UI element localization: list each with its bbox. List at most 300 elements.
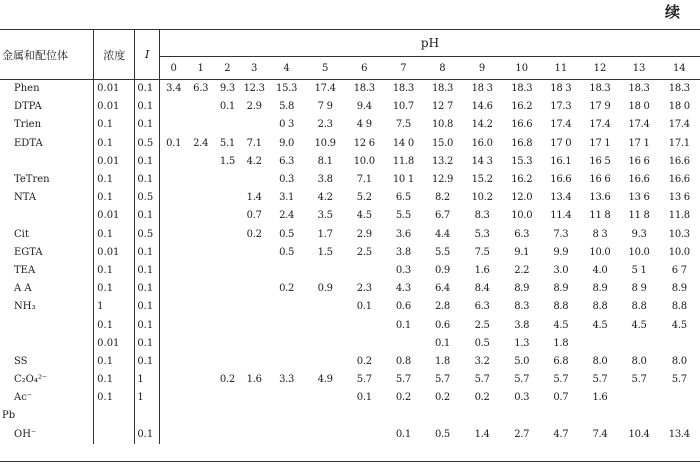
ph-value-cell: 10.0 [628, 246, 650, 258]
ph-header-7: 7 [384, 57, 423, 80]
ph-value-cell: 3.6 [395, 228, 411, 240]
table-row [0, 353, 700, 371]
ph-value-cell [659, 335, 700, 353]
ph-value-cell: 17 9 [589, 101, 611, 113]
row-name: SS [0, 353, 94, 371]
ph-value-cell: 4.0 [592, 264, 608, 276]
ph-value-cell: 4.5 [553, 319, 569, 331]
table-bottom-rule [0, 461, 700, 462]
ph-value-cell: 11 8 [589, 210, 611, 222]
row-concentration: 0.1 [94, 262, 135, 280]
ph-value-cell [241, 407, 268, 425]
ph-value-cell: 18.3 [628, 83, 650, 95]
table-row [0, 153, 700, 171]
ph-value-cell [268, 335, 306, 353]
ph-value-cell: 4.2 [246, 155, 262, 167]
ph-value-cell [345, 262, 384, 280]
ph-value-cell: 8.9 [671, 283, 687, 295]
ph-value-cell: 0.2 [474, 392, 490, 404]
row-concentration: 0.1 [94, 316, 135, 334]
ph-value-cell: 0.9 [434, 264, 450, 276]
ph-value-cell [241, 116, 268, 134]
ph-value-cell: 2.4 [279, 210, 295, 222]
ph-value-cell: 2.9 [356, 228, 372, 240]
ph-value-cell [268, 353, 306, 371]
ph-value-cell: 0.3 [395, 264, 411, 276]
row-concentration: 0.1 [94, 389, 135, 407]
ph-header-4: 4 [268, 57, 306, 80]
ph-value-cell: 5.2 [356, 192, 372, 204]
ph-value-cell: 8.9 [514, 283, 530, 295]
ph-value-cell [214, 116, 241, 134]
ph-value-cell: 11.8 [668, 210, 690, 222]
ph-value-cell: 2.5 [474, 319, 490, 331]
ph-value-cell: 8.9 [592, 283, 608, 295]
continued-label: 续 [664, 3, 680, 21]
table-row [0, 426, 700, 444]
ph-value-cell: 6.3 [474, 301, 490, 313]
ph-value-cell [306, 389, 345, 407]
ph-value-cell: 0.2 [246, 228, 262, 240]
ph-value-cell [345, 426, 384, 444]
ph-value-cell: 10.0 [589, 246, 611, 258]
ph-value-cell: 8.0 [671, 355, 687, 367]
ph-value-cell: 5.5 [434, 246, 450, 258]
ph-value-cell: 2.8 [434, 301, 450, 313]
ph-value-cell: 8.8 [631, 301, 647, 313]
ph-value-cell [214, 262, 241, 280]
ph-value-cell: 5.3 [474, 228, 490, 240]
ph-value-cell: 9.9 [553, 246, 569, 258]
table-row [0, 116, 700, 134]
row-ionic-strength: 1 [135, 371, 160, 389]
ph-value-cell: 8.8 [592, 301, 608, 313]
ph-value-cell: 13.2 [431, 155, 454, 167]
ph-value-cell: 3.2 [474, 355, 490, 367]
ph-value-cell [423, 407, 462, 425]
ph-value-cell: 15.3 [276, 83, 298, 95]
ph-value-cell: 11.4 [550, 210, 572, 222]
ph-value-cell: 9.3 [219, 83, 235, 95]
stability-constant-table [0, 30, 700, 444]
ph-value-cell: 0.2 [279, 283, 295, 295]
ph-value-cell: 16.6 [511, 119, 533, 131]
ph-value-cell [160, 98, 188, 116]
ph-value-cell: 9.3 [631, 228, 647, 240]
table-row [0, 98, 700, 116]
ph-value-cell [160, 171, 188, 189]
ph-value-cell [187, 407, 214, 425]
ph-value-cell: 0.2 [219, 374, 235, 386]
row-ionic-strength: 0.1 [135, 280, 160, 298]
row-name [0, 316, 94, 334]
ph-value-cell [241, 298, 268, 316]
row-concentration: 0.1 [94, 189, 135, 207]
row-concentration: 0.1 [94, 135, 135, 153]
ph-value-cell: 2.9 [246, 101, 262, 113]
ph-value-cell: 13.4 [668, 428, 690, 440]
table-row [0, 316, 700, 334]
table-row [0, 371, 700, 389]
ph-value-cell: 6.4 [434, 283, 450, 295]
ph-value-cell [160, 335, 188, 353]
ph-value-cell: 1.5 [317, 246, 333, 258]
ph-value-cell: 0.7 [246, 210, 262, 222]
row-concentration: 1 [94, 298, 135, 316]
ph-value-cell: 5.8 [279, 101, 295, 113]
table-row [0, 389, 700, 407]
ph-value-cell: 5.1 [219, 137, 235, 149]
row-ionic-strength: 0.1 [135, 153, 160, 171]
ph-value-cell: 1.3 [514, 337, 530, 349]
row-ionic-strength: 0.1 [135, 316, 160, 334]
ph-value-cell: 0.3 [514, 392, 530, 404]
ph-value-cell: 14.6 [471, 101, 493, 113]
table-row [0, 171, 700, 189]
ph-value-cell: 3.5 [317, 210, 333, 222]
ph-value-cell [580, 407, 619, 425]
ph-value-cell: 16.6 [550, 174, 572, 186]
ph-value-cell [160, 262, 188, 280]
row-ionic-strength: 0.1 [135, 298, 160, 316]
row-concentration: 0.01 [94, 153, 135, 171]
ph-value-cell: 4.3 [395, 283, 411, 295]
ph-value-cell [160, 189, 188, 207]
ph-header-11: 11 [541, 57, 580, 80]
ph-value-cell [268, 298, 306, 316]
ph-value-cell: 2.2 [514, 264, 530, 276]
ph-value-cell [241, 353, 268, 371]
ph-value-cell: 6.3 [279, 155, 295, 167]
ph-value-cell [268, 426, 306, 444]
row-concentration: 0.1 [94, 226, 135, 244]
ph-header-10: 10 [502, 57, 541, 80]
ph-value-cell [241, 244, 268, 262]
ph-value-cell [214, 298, 241, 316]
table-row [0, 262, 700, 280]
ph-value-cell [160, 389, 188, 407]
ph-value-cell: 9.0 [279, 137, 295, 149]
ph-value-cell: 5.5 [395, 210, 411, 222]
row-name: EDTA [0, 135, 94, 153]
row-name: Cit [0, 226, 94, 244]
ph-value-cell: 8.0 [631, 355, 647, 367]
row-ionic-strength: 0.5 [135, 189, 160, 207]
ph-value-cell: 12 7 [431, 101, 454, 113]
ph-value-cell [160, 407, 188, 425]
ph-value-cell: 5.7 [553, 374, 569, 386]
ph-value-cell [187, 280, 214, 298]
ph-value-cell [541, 407, 580, 425]
ph-value-cell [160, 116, 188, 134]
ph-value-cell: 12.3 [243, 83, 265, 95]
ph-value-cell: 16.2 [511, 174, 533, 186]
ph-value-cell: 4.5 [631, 319, 647, 331]
row-name [0, 207, 94, 225]
table-body [0, 80, 700, 444]
ph-value-cell [620, 407, 659, 425]
row-name: OH⁻ [0, 426, 94, 444]
ph-value-cell: 1.4 [474, 428, 490, 440]
table-row [0, 80, 700, 99]
ph-value-cell [160, 353, 188, 371]
ph-value-cell: 8.3 [514, 301, 530, 313]
ph-value-cell: 2.3 [317, 119, 333, 131]
ph-value-cell: 9.4 [356, 101, 372, 113]
row-concentration [94, 407, 135, 425]
ph-header-12: 12 [580, 57, 619, 80]
ph-value-cell: 6.5 [395, 192, 411, 204]
ph-value-cell: 2.5 [356, 246, 372, 258]
row-concentration [94, 426, 135, 444]
ph-value-cell: 1.4 [246, 192, 262, 204]
ph-value-cell: 17 0 [550, 137, 572, 149]
ph-value-cell: 5.7 [671, 374, 687, 386]
ph-value-cell: 18.3 [392, 83, 414, 95]
ph-value-cell: 17 1 [589, 137, 611, 149]
ph-value-cell: 5 1 [631, 264, 647, 276]
ph-value-cell: 15.0 [431, 137, 454, 149]
ph-value-cell: 0.1 [356, 392, 372, 404]
row-ionic-strength: 0.1 [135, 244, 160, 262]
ph-value-cell: 0.2 [395, 392, 411, 404]
table-row [0, 135, 700, 153]
ph-value-cell [187, 353, 214, 371]
ph-value-cell: 18 3 [550, 83, 572, 95]
ph-value-cell: 18.3 [589, 83, 611, 95]
ph-header-6: 6 [345, 57, 384, 80]
row-ionic-strength: 0.1 [135, 98, 160, 116]
ph-value-cell [187, 207, 214, 225]
ph-value-cell: 3.8 [317, 174, 333, 186]
row-ionic-strength: 1 [135, 389, 160, 407]
ph-value-cell [306, 407, 345, 425]
ph-value-cell: 3.8 [514, 319, 530, 331]
ph-header-5: 5 [306, 57, 345, 80]
ph-value-cell [214, 207, 241, 225]
table-row [0, 244, 700, 262]
ph-value-cell: 14 0 [392, 137, 414, 149]
row-ionic-strength: 0.1 [135, 171, 160, 189]
ph-value-cell: 5.7 [434, 374, 450, 386]
ph-value-cell: 8.2 [434, 192, 450, 204]
ph-value-cell [306, 298, 345, 316]
header-ph: pH [160, 30, 700, 57]
row-concentration: 0.1 [94, 371, 135, 389]
ph-value-cell: 10.4 [628, 428, 650, 440]
row-ionic-strength [135, 407, 160, 425]
ph-value-cell: 6.3 [514, 228, 530, 240]
ph-value-cell: 3.8 [395, 246, 411, 258]
ph-header-9: 9 [462, 57, 502, 80]
ph-value-cell [187, 244, 214, 262]
ph-value-cell [659, 407, 700, 425]
row-ionic-strength: 0.1 [135, 116, 160, 134]
ph-header-8: 8 [423, 57, 462, 80]
ph-value-cell: 0.6 [395, 301, 411, 313]
row-ionic-strength: 0.1 [135, 426, 160, 444]
ph-value-cell: 15.2 [471, 174, 493, 186]
row-ionic-strength: 0.1 [135, 353, 160, 371]
ph-value-cell: 8.0 [592, 355, 608, 367]
ph-value-cell: 18.3 [353, 83, 375, 95]
ph-value-cell [268, 316, 306, 334]
ph-value-cell: 0.1 [395, 428, 411, 440]
ph-value-cell: 10.3 [668, 228, 690, 240]
ph-value-cell: 16.2 [511, 101, 533, 113]
ph-value-cell [160, 371, 188, 389]
ph-value-cell: 17.3 [550, 101, 572, 113]
ph-value-cell: 18 3 [471, 83, 493, 95]
ph-value-cell: 4.5 [356, 210, 372, 222]
ph-value-cell: 6.7 [434, 210, 450, 222]
ph-value-cell: 17.4 [589, 119, 611, 131]
ph-value-cell [214, 389, 241, 407]
ph-value-cell: 0.1 [434, 337, 450, 349]
ph-value-cell: 3.3 [279, 374, 295, 386]
ph-value-cell: 8.9 [553, 283, 569, 295]
ph-value-cell [384, 407, 423, 425]
ph-value-cell: 10.0 [353, 155, 375, 167]
ph-value-cell: 10 1 [392, 174, 414, 186]
ph-value-cell [187, 371, 214, 389]
ph-value-cell: 6 7 [671, 264, 687, 276]
ph-value-cell: 6.8 [553, 355, 569, 367]
ph-value-cell: 16.1 [550, 155, 572, 167]
ph-value-cell [502, 407, 541, 425]
ph-value-cell: 0.6 [434, 319, 450, 331]
table-row [0, 280, 700, 298]
ph-value-cell [187, 316, 214, 334]
ph-value-cell [160, 226, 188, 244]
ph-header-0: 0 [160, 57, 188, 80]
row-name: NTA [0, 189, 94, 207]
ph-value-cell: 3.0 [553, 264, 569, 276]
row-name: Ac⁻ [0, 389, 94, 407]
ph-header-2: 2 [214, 57, 241, 80]
ph-value-cell [214, 407, 241, 425]
ph-value-cell: 0 3 [279, 119, 295, 131]
ph-value-cell: 13.4 [550, 192, 572, 204]
ph-value-cell: 8 9 [631, 283, 647, 295]
ph-value-cell: 1.6 [246, 374, 262, 386]
ph-value-cell: 0.5 [279, 246, 295, 258]
ph-value-cell [187, 116, 214, 134]
ph-value-cell [187, 171, 214, 189]
ph-value-cell: 11 8 [628, 210, 650, 222]
row-name: NH₃ [0, 298, 94, 316]
header-concentration: 浓度 [94, 30, 135, 80]
ph-value-cell: 5.7 [395, 374, 411, 386]
ph-value-cell: 4.5 [592, 319, 608, 331]
ph-value-cell: 0.2 [356, 355, 372, 367]
ph-header-14: 14 [659, 57, 700, 80]
ph-value-cell [306, 262, 345, 280]
header-name: 金属和配位体 [0, 30, 94, 80]
ph-header-1: 1 [187, 57, 214, 80]
ph-value-cell: 3.4 [166, 83, 182, 95]
ph-value-cell: 0.5 [279, 228, 295, 240]
ph-value-cell: 7.4 [592, 428, 608, 440]
row-name: TeTren [0, 171, 94, 189]
table-row [0, 189, 700, 207]
ph-value-cell [187, 426, 214, 444]
ph-value-cell: 17.1 [668, 137, 690, 149]
ph-value-cell: 16.8 [511, 137, 533, 149]
ph-value-cell [268, 407, 306, 425]
ph-value-cell: 4.2 [317, 192, 333, 204]
ph-value-cell: 5.7 [592, 374, 608, 386]
row-name [0, 153, 94, 171]
ph-value-cell [160, 207, 188, 225]
ph-value-cell [214, 280, 241, 298]
ph-value-cell: 0.3 [279, 174, 295, 186]
ph-value-cell: 14.2 [471, 119, 493, 131]
ph-value-cell: 7.5 [395, 119, 411, 131]
ph-value-cell: 1.6 [592, 392, 608, 404]
ph-value-cell [187, 153, 214, 171]
ph-value-cell: 13.6 [589, 192, 611, 204]
ph-value-cell: 15.3 [511, 155, 533, 167]
ph-value-cell [241, 316, 268, 334]
row-name: TEA [0, 262, 94, 280]
ph-value-cell: 4.5 [671, 319, 687, 331]
ph-value-cell: 0.5 [474, 337, 490, 349]
row-concentration: 0.01 [94, 207, 135, 225]
ph-value-cell: 1.8 [553, 337, 569, 349]
ph-value-cell [160, 153, 188, 171]
ph-value-cell [620, 335, 659, 353]
ph-value-cell: 18 0 [628, 101, 650, 113]
ph-value-cell: 5.7 [474, 374, 490, 386]
ph-value-cell [241, 426, 268, 444]
ph-value-cell [214, 316, 241, 334]
ph-value-cell [214, 226, 241, 244]
ph-value-cell [187, 189, 214, 207]
ph-value-cell: 6.3 [193, 83, 209, 95]
ph-value-cell: 0.1 [219, 101, 235, 113]
ph-value-cell: 0.2 [434, 392, 450, 404]
ph-value-cell: 5.0 [514, 355, 530, 367]
ph-value-cell [187, 226, 214, 244]
table-row [0, 207, 700, 225]
ph-value-cell [306, 335, 345, 353]
ph-value-cell: 9.1 [514, 246, 530, 258]
ph-value-cell [345, 316, 384, 334]
ph-value-cell: 4.7 [553, 428, 569, 440]
ph-value-cell: 7.3 [553, 228, 569, 240]
ph-value-cell: 12.0 [511, 192, 533, 204]
row-concentration: 0.1 [94, 280, 135, 298]
row-name: C₂O₄²⁻ [0, 371, 94, 389]
ph-value-cell: 10.9 [314, 137, 336, 149]
ph-value-cell: 16 6 [589, 174, 611, 186]
table-row [0, 298, 700, 316]
ph-value-cell: 0.9 [317, 283, 333, 295]
ph-header-3: 3 [241, 57, 268, 80]
row-name: DTPA [0, 98, 94, 116]
ph-value-cell [187, 298, 214, 316]
ph-value-cell: 12.9 [431, 174, 454, 186]
ph-value-cell: 0.1 [356, 301, 372, 313]
ph-value-cell [214, 426, 241, 444]
row-ionic-strength: 0.5 [135, 135, 160, 153]
ph-value-cell: 3.1 [279, 192, 295, 204]
ph-value-cell: 18.3 [668, 83, 690, 95]
ph-value-cell: 8.8 [553, 301, 569, 313]
ph-value-cell [306, 426, 345, 444]
ph-value-cell: 2.3 [356, 283, 372, 295]
